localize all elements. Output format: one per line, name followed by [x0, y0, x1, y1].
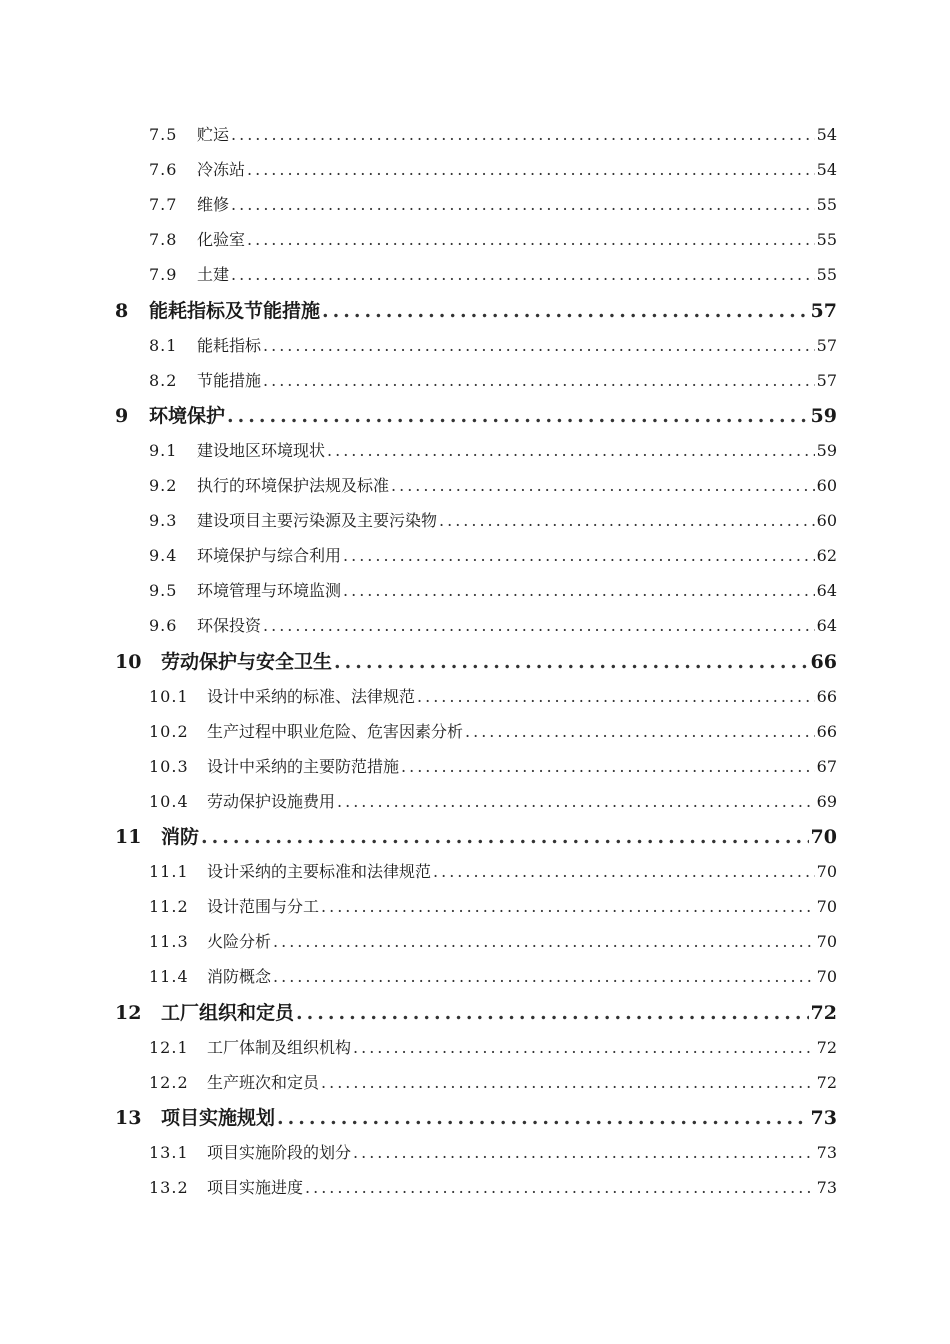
dot-leader [401, 752, 815, 782]
dot-leader [263, 331, 815, 361]
toc-section-entry[interactable] [149, 506, 837, 536]
toc-entry-number: 10.3 [149, 756, 189, 776]
toc-section-entry[interactable] [149, 1068, 837, 1098]
toc-chapter-entry[interactable] [115, 296, 837, 326]
toc-entry-title: 火险分析 [207, 932, 272, 952]
toc-entry-title: 工厂体制及组织机构 [207, 1037, 352, 1057]
dot-leader [273, 927, 815, 957]
toc-entry-title: 设计中采纳的标准、法律规范 [207, 686, 416, 706]
toc-entry-number: 10.4 [149, 791, 189, 811]
toc-section-entry[interactable] [149, 1033, 837, 1063]
toc-entry-title: 环境保护与综合利用 [197, 546, 342, 566]
toc-section-entry[interactable] [149, 576, 837, 606]
toc-entry-page-number: 73 [816, 1178, 837, 1197]
toc-section-entry[interactable] [149, 541, 837, 571]
toc-entry-number: 7.5 [149, 125, 178, 144]
toc-entry-page-number: 57 [816, 335, 837, 355]
toc-entry-page-number: 54 [816, 160, 837, 180]
toc-entry-page-number: 66 [810, 650, 837, 673]
toc-chapter-entry[interactable] [115, 822, 837, 852]
toc-entry-number: 9.6 [149, 616, 178, 636]
toc-entry-number: 7.7 [149, 195, 178, 215]
toc-entry-page-number: 64 [816, 616, 837, 636]
toc-entry-page-number: 59 [810, 404, 837, 427]
toc-section-entry[interactable] [149, 1138, 837, 1168]
toc-entry-number: 10 [115, 650, 142, 673]
toc-entry-number: 7.9 [149, 265, 178, 285]
toc-section-entry[interactable] [149, 366, 837, 396]
dot-leader [273, 962, 815, 992]
toc-entry-number: 9.3 [149, 511, 178, 531]
dot-leader [353, 1138, 815, 1168]
toc-entry-page-number: 72 [810, 1001, 837, 1024]
toc-chapter-entry[interactable] [115, 401, 837, 431]
dot-leader [263, 611, 815, 641]
toc-section-entry[interactable] [149, 225, 837, 255]
toc-entry-number: 11.2 [149, 897, 189, 917]
toc-section-entry[interactable] [149, 787, 837, 817]
dot-leader [263, 366, 815, 396]
dot-leader [439, 506, 815, 536]
toc-entry-title: 建设项目主要污染源及主要污染物 [197, 511, 438, 531]
toc-entry-number: 9.1 [149, 440, 178, 460]
toc-entry-title: 设计采纳的主要标准和法律规范 [207, 862, 432, 882]
toc-section-entry[interactable] [149, 471, 837, 501]
dot-leader [353, 1033, 815, 1063]
dot-leader [334, 647, 809, 677]
toc-entry-number: 7.6 [149, 160, 178, 180]
toc-entry-number: 9 [115, 404, 129, 427]
toc-entry-page-number: 60 [816, 511, 837, 531]
toc-section-entry[interactable] [149, 682, 837, 712]
toc-entry-page-number: 54 [816, 125, 837, 144]
dot-leader [247, 225, 815, 255]
dot-leader [247, 155, 815, 185]
toc-entry-number: 8.1 [149, 335, 178, 355]
toc-entry-title: 项目实施进度 [207, 1178, 304, 1197]
toc-entry-page-number: 70 [810, 826, 837, 848]
toc-section-entry[interactable] [149, 331, 837, 361]
toc-entry-page-number: 62 [816, 546, 837, 566]
toc-entry-page-number: 64 [816, 581, 837, 601]
toc-entry-title: 设计范围与分工 [207, 897, 320, 917]
toc-entry-title: 项目实施阶段的划分 [207, 1142, 352, 1162]
dot-leader [417, 682, 815, 712]
toc-section-entry[interactable] [149, 190, 837, 220]
toc-entry-title: 建设地区环境现状 [197, 440, 326, 460]
toc-entry-page-number: 60 [816, 476, 837, 495]
dot-leader [231, 260, 815, 290]
dot-leader [343, 541, 815, 571]
toc-section-entry[interactable] [149, 120, 837, 150]
toc-entry-number: 11.3 [149, 932, 189, 952]
toc-entry-title: 执行的环境保护法规及标准 [197, 476, 390, 495]
toc-entry-page-number: 70 [816, 897, 837, 917]
toc-entry-number: 11 [115, 826, 142, 848]
toc-entry-title: 土建 [197, 265, 230, 285]
toc-entry-page-number: 66 [816, 686, 837, 706]
toc-entry-number: 10.2 [149, 721, 189, 741]
toc-entry-page-number: 70 [816, 862, 837, 882]
dot-leader [231, 120, 815, 150]
toc-section-entry[interactable] [149, 155, 837, 185]
toc-entry-title: 贮运 [197, 125, 230, 144]
toc-section-entry[interactable] [149, 962, 837, 992]
toc-entry-number: 7.8 [149, 230, 178, 250]
toc-section-entry[interactable] [149, 1173, 837, 1203]
toc-entry-title: 维修 [197, 195, 230, 215]
dot-leader [321, 892, 815, 922]
dot-leader [227, 401, 809, 431]
toc-entry-title: 能耗指标及节能措施 [149, 299, 321, 322]
toc-entry-number: 10.1 [149, 686, 189, 706]
toc-entry-title: 环境保护 [149, 404, 226, 427]
toc-entry-number: 9.4 [149, 546, 178, 566]
toc-entry-title: 能耗指标 [197, 335, 262, 355]
toc-entry-title: 劳动保护与安全卫生 [161, 650, 333, 673]
toc-entry-number: 9.5 [149, 581, 178, 601]
toc-entry-title: 环保投资 [197, 616, 262, 636]
toc-entry-page-number: 73 [816, 1142, 837, 1162]
toc-entry-page-number: 55 [816, 230, 837, 250]
toc-entry-number: 8.2 [149, 370, 178, 390]
toc-entry-title: 设计中采纳的主要防范措施 [207, 756, 400, 776]
toc-entry-page-number: 66 [816, 721, 837, 741]
toc-entry-page-number: 72 [816, 1072, 837, 1092]
toc-entry-title: 生产班次和定员 [207, 1072, 320, 1092]
dot-leader [337, 787, 815, 817]
toc-chapter-entry[interactable] [115, 647, 837, 677]
toc-entry-title: 环境管理与环境监测 [197, 581, 342, 601]
dot-leader [321, 1068, 815, 1098]
dot-leader [391, 471, 815, 501]
toc-entry-page-number: 59 [816, 440, 837, 460]
toc-entry-title: 冷冻站 [197, 160, 246, 180]
dot-leader [231, 190, 815, 220]
toc-entry-title: 消防 [161, 826, 200, 848]
toc-entry-title: 消防概念 [207, 967, 272, 987]
toc-entry-page-number: 70 [816, 967, 837, 987]
toc-entry-number: 8 [115, 299, 129, 322]
toc-entry-page-number: 70 [816, 932, 837, 952]
toc-chapter-entry[interactable] [115, 1103, 837, 1133]
dot-leader [327, 436, 815, 466]
dot-leader [343, 576, 815, 606]
toc-entry-page-number: 67 [816, 756, 837, 776]
toc-entry-page-number: 55 [816, 195, 837, 215]
toc-entry-page-number: 57 [816, 370, 837, 390]
toc-entry-title: 项目实施规划 [161, 1106, 276, 1129]
dot-leader [322, 296, 809, 326]
toc-entry-page-number: 73 [810, 1106, 837, 1129]
toc-entry-number: 11.1 [149, 862, 189, 882]
toc-entry-number: 13.1 [149, 1142, 189, 1162]
toc-entry-page-number: 69 [816, 791, 837, 811]
toc-entry-title: 化验室 [197, 230, 246, 250]
dot-leader [296, 998, 809, 1028]
toc-entry-number: 12 [115, 1001, 142, 1024]
toc-entry-number: 12.1 [149, 1037, 189, 1057]
toc-section-entry[interactable] [149, 260, 837, 290]
dot-leader [277, 1103, 809, 1133]
toc-entry-title: 节能措施 [197, 370, 262, 390]
toc-section-entry[interactable] [149, 927, 837, 957]
toc-entry-number: 13.2 [149, 1178, 189, 1197]
toc-section-entry[interactable] [149, 892, 837, 922]
toc-entry-title: 工厂组织和定员 [161, 1001, 295, 1024]
toc-section-entry[interactable] [149, 717, 837, 747]
toc-section-entry[interactable] [149, 752, 837, 782]
toc-section-entry[interactable] [149, 857, 837, 887]
dot-leader [201, 822, 809, 852]
toc-entry-number: 13 [115, 1106, 142, 1129]
toc-entry-page-number: 57 [810, 299, 837, 322]
toc-section-entry[interactable] [149, 611, 837, 641]
toc-entry-number: 9.2 [149, 476, 178, 495]
toc-entry-number: 12.2 [149, 1072, 189, 1092]
dot-leader [305, 1173, 815, 1203]
toc-entry-title: 劳动保护设施费用 [207, 791, 336, 811]
toc-section-entry[interactable] [149, 436, 837, 466]
toc-entry-title: 生产过程中职业危险、危害因素分析 [207, 721, 464, 741]
toc-entry-page-number: 55 [816, 265, 837, 285]
toc-chapter-entry[interactable] [115, 998, 837, 1028]
toc-entry-number: 11.4 [149, 967, 189, 987]
dot-leader [433, 857, 815, 887]
dot-leader [465, 717, 815, 747]
toc-entry-page-number: 72 [816, 1037, 837, 1057]
